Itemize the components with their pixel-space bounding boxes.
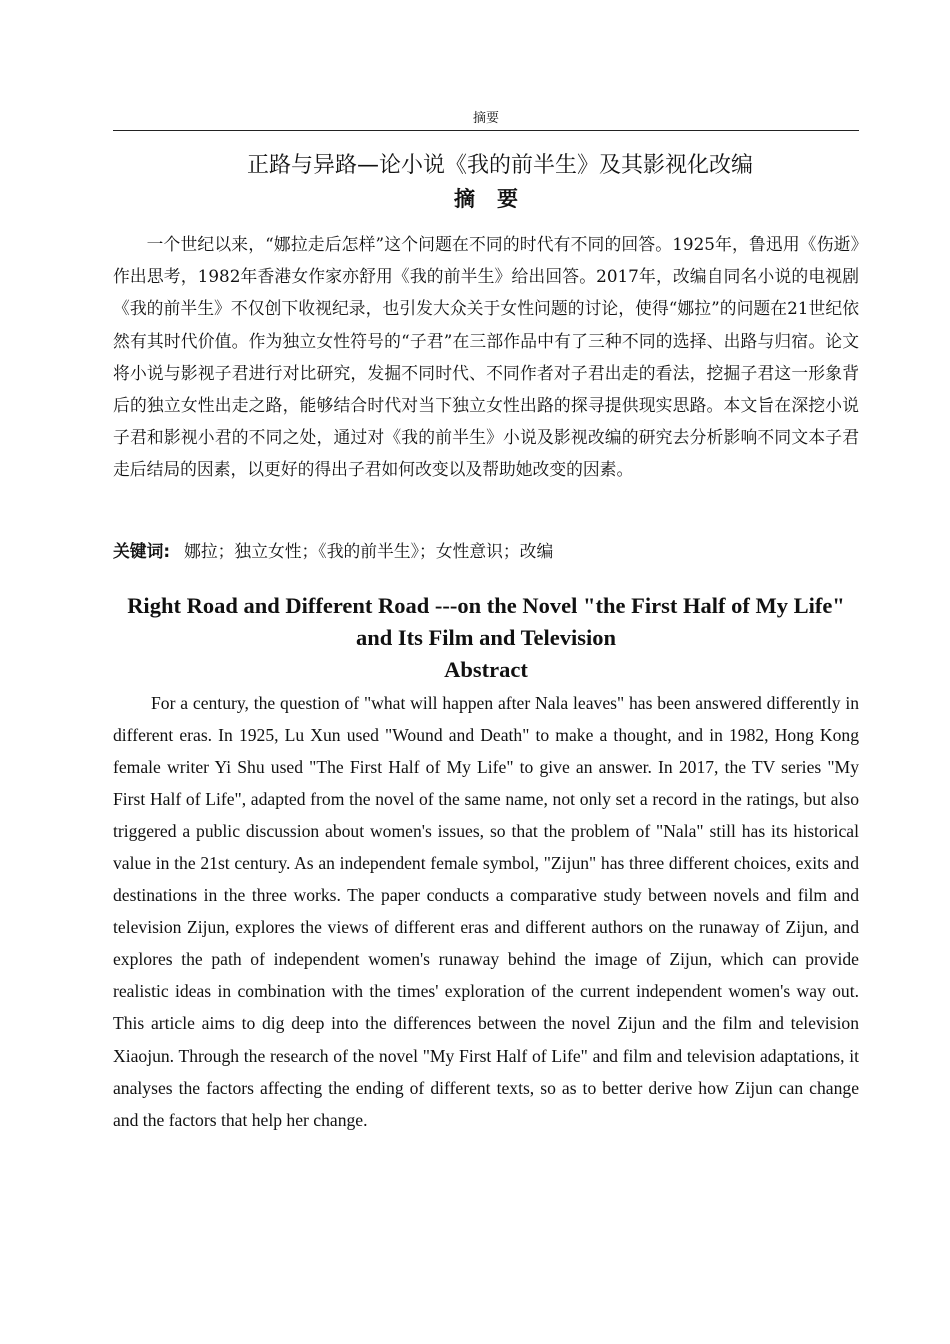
keywords-label: 关键词: [113, 541, 171, 561]
chinese-abstract-heading: 摘要 [454, 187, 540, 211]
running-header: 摘要 [472, 111, 499, 126]
keywords-list: 娜拉；独立女性；《我的前半生》；女性意识；改编 [184, 541, 554, 561]
english-abstract-heading: Abstract [444, 657, 528, 682]
english-abstract-body: For a century, the question of "what will happen after Nala leaves" has been answered differently in different eras. In 1925, Lu Xun used "Wound and Death" to make a thought, and in 1982, Hong Kong female writer Yi Shu used "The First Half of My Life" to give an answer. In 2017, the TV series "My First Half of Life", adapted from the novel of the same name, not only set a record in the ratings, but also triggered a public discussion about women's issues, so that the problem of "Nala" still has its historical value in the 21st century. As an independent female symbol, "Zijun" has three different choices, exits and destinations in the three works. The paper conducts a comparative study between novels and film and television Zijun, explores the views of different eras and different authors on the runaway of Zijun, and explores the path of independent women's runaway behind the image of Zijun, which can provide realistic ideas in combination with the times' exploration of the current independent women's way out. This article aims to dig deep into the differences between the novel Zijun and the film and television Xiaojun. Through the research of the novel "My First Half of Life" and film and television adaptations, it analyses the factors affecting the ending of different texts, so as to better derive how Zijun can change and the factors that help her change. [113, 693, 859, 1130]
chinese-keywords [113, 535, 859, 567]
chinese-title: 正路与异路—论小说《我的前半生》及其影视化改编 [246, 153, 753, 178]
chinese-abstract-body: 一个世纪以来，“娜拉走后怎样”这个问题在不同的时代有不同的回答。1925年，鲁迅用《伤逝》作出思考，1982年香港女作家亦舒用《我的前半生》给出回答。2017年，改编自同名小说的电视剧《我的前半生》不仅创下收视纪录，也引发大众关于女性问题的讨论，使得“娜拉”的问题在21世纪依然有其时代价值。作为独立女性符号的“子君”在三部作品中有了三种不同的选择、出路与归宿。论文将小说与影视子君进行对比研究，发掘不同时代、不同作者对子君出走的看法，挖掘子君这一形象背后的独立女性出走之路，能够结合时代对当下独立女性出路的探寻提供现实思路。本文旨在深挖小说子君和影视小君的不同之处，通过对《我的前半生》小说及影视改编的研究去分析影响不同文本子君走后结局的因素，以更好的得出子君如何改变以及帮助她改变的因素。 [113, 234, 859, 480]
english-title: Right Road and Different Road ---on the Novel "the First Half of My Life" and Its Film and Television [127, 593, 845, 650]
header-divider [113, 130, 859, 131]
